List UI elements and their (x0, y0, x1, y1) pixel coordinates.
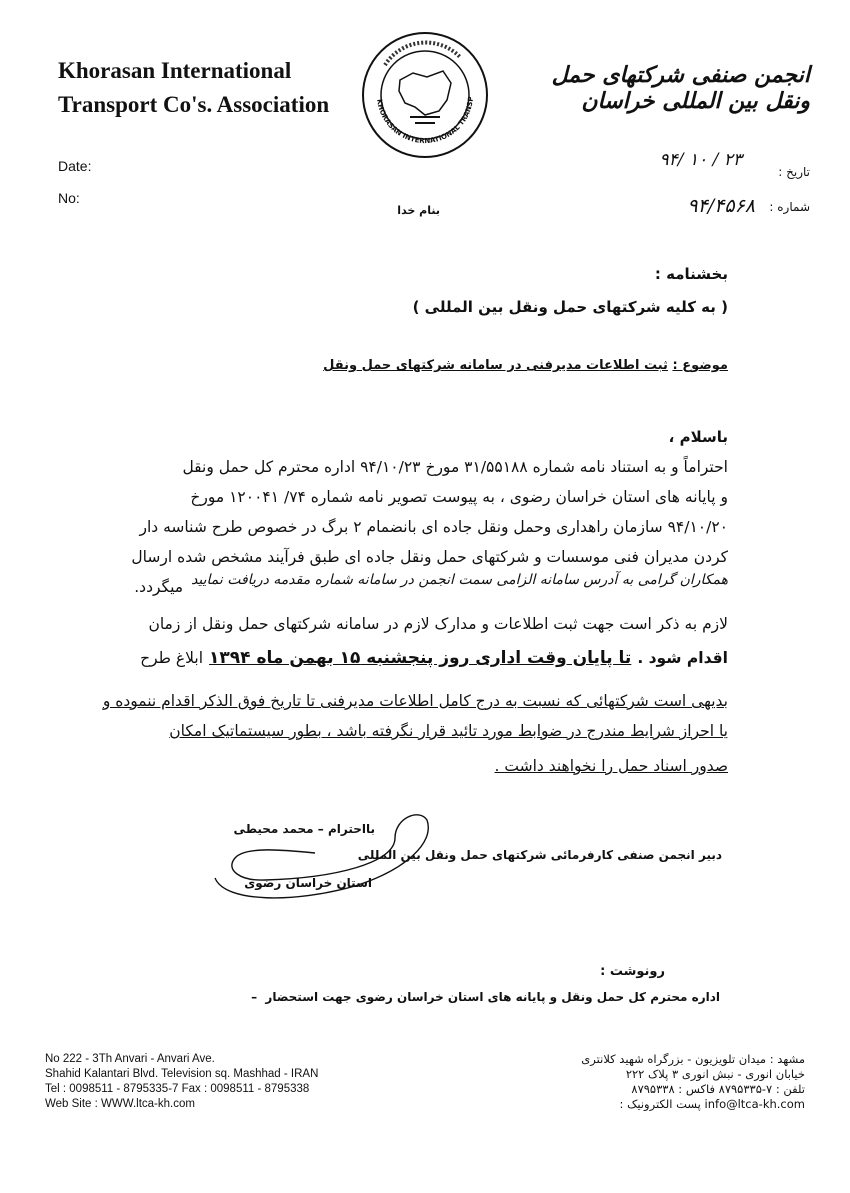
footer-line: خیابان انوری - نبش انوری ۳ پلاک ۲۲۲ (625, 1067, 805, 1081)
deadline-line (140, 648, 728, 668)
signature-closing: بااحترام – محمد محیطی (233, 822, 375, 836)
body-line: ابلاغ طرح (140, 649, 204, 667)
date-value: ۹۴/ ۱۰ / ۲۳ (659, 150, 742, 170)
subject-text: ثبت اطلاعات مدیرفنی در سامانه شرکتهای حمل ونقل (323, 358, 668, 373)
date-label-en: Date: (58, 158, 92, 174)
cc-item: اداره محترم کل حمل ونقل و پایانه های استان خراسان رضوی جهت استحضار – (251, 990, 720, 1004)
recipient: ( به کلیه شرکتهای حمل ونقل بین المللی ) (412, 298, 728, 316)
no-value: ۹۴/۴۵۶۸ (687, 195, 755, 217)
signature-title: دبیر انجمن صنفی کارفرمائی شرکتهای حمل ونقل بین المللی (357, 848, 722, 862)
org-name-en-line1: Khorasan International (58, 58, 292, 83)
footer-line: Web Site : WWW.ltca-kh.com (45, 1098, 195, 1110)
subject-line (323, 358, 728, 373)
body-line: کردن مدیران فنی موسسات و شرکتهای حمل ونقل جاده ای طبق فرآیند مشخص شده ارسال (131, 548, 728, 566)
greeting: باسلام ، (668, 428, 728, 446)
body-line: صدور اسناد حمل را نخواهند داشت . (494, 757, 728, 775)
body-line: و پایانه های استان خراسان رضوی ، به پیوست تصویر نامه شماره ۷۴/ ۱۲۰۰۴۱ مورخ (190, 488, 728, 506)
signature-region: استان خراسان رضوی (244, 876, 372, 890)
org-name-en-line2: Transport Co's. Association (58, 92, 330, 117)
body-line-with-note (134, 572, 728, 596)
handwritten-signature-icon (205, 808, 445, 908)
org-name-fa: انجمن صنفی شرکتهای حمل ونقل بین المللی خراسان (551, 62, 810, 114)
footer-address-en (45, 1052, 318, 1112)
footer-line: info@ltca-kh.com پست الکترونیک : (619, 1097, 805, 1111)
logo-arc-text: KHORASAN INTERNATIONAL TRANSP (375, 96, 476, 146)
body-line: ۹۴/۱۰/۲۰ سازمان راهداری وحمل ونقل جاده ای بانضمام ۲ برگ در خصوص طرح شناسه دار (139, 518, 728, 536)
body-line: میگردد. (134, 578, 184, 596)
body-line: احتراماً و به استناد نامه شماره ۳۱/۵۵۱۸۸ مورخ ۹۴/۱۰/۲۳ اداره محترم کل حمل ونقل (182, 458, 728, 476)
footer-line: تلفن : ۷-۸۷۹۵۳۳۵ فاکس : ۸۷۹۵۳۳۸ (631, 1082, 805, 1096)
handwritten-note: همکاران گرامی به آدرس سامانه الزامی سمت انجمن در سامانه شماره مقدمه دریافت نمایید (191, 572, 728, 588)
body-line: بدیهی است شرکتهائی که نسبت به درج کامل اطلاعات مدیرفنی تا تاریخ فوق الذکر اقدام ننموده و (102, 692, 728, 710)
footer-line: مشهد : میدان تلویزیون - بزرگراه شهید کلانتری (581, 1052, 805, 1066)
letter-type: بخشنامه : (654, 265, 728, 283)
association-logo-icon (355, 25, 495, 165)
body-line: لازم به ذکر است جهت ثبت اطلاعات و مدارک لازم در سامانه شرکتهای حمل ونقل از زمان (148, 615, 728, 633)
body-line: اقدام شود . (637, 649, 728, 667)
footer-line: Shahid Kalantari Blvd. Television sq. Mashhad - IRAN (45, 1068, 319, 1080)
basmala: بنام خدا (397, 204, 440, 217)
subject-label: موضوع : (672, 358, 728, 373)
no-label-en: No: (58, 190, 80, 206)
date-label-fa: تاریخ : (778, 165, 810, 179)
footer-line: Tel : 0098511 - 8795335-7 Fax : 0098511 - 8795338 (45, 1083, 310, 1095)
deadline-text: تا پایان وقت اداری روز پنجشنبه ۱۵ بهمن ماه ۱۳۹۴ (209, 648, 632, 668)
footer-address-fa (505, 1052, 805, 1112)
no-label-fa: شماره : (769, 200, 810, 214)
body-line: یا احراز شرایط مندرج در ضوابط مورد تائید قرار نگرفته باشد ، بطور سیستماتیک امکان (169, 722, 728, 740)
cc-label: رونوشت : (600, 964, 665, 979)
footer-line: No 222 - 3Th Anvari - Anvari Ave. (45, 1053, 215, 1065)
